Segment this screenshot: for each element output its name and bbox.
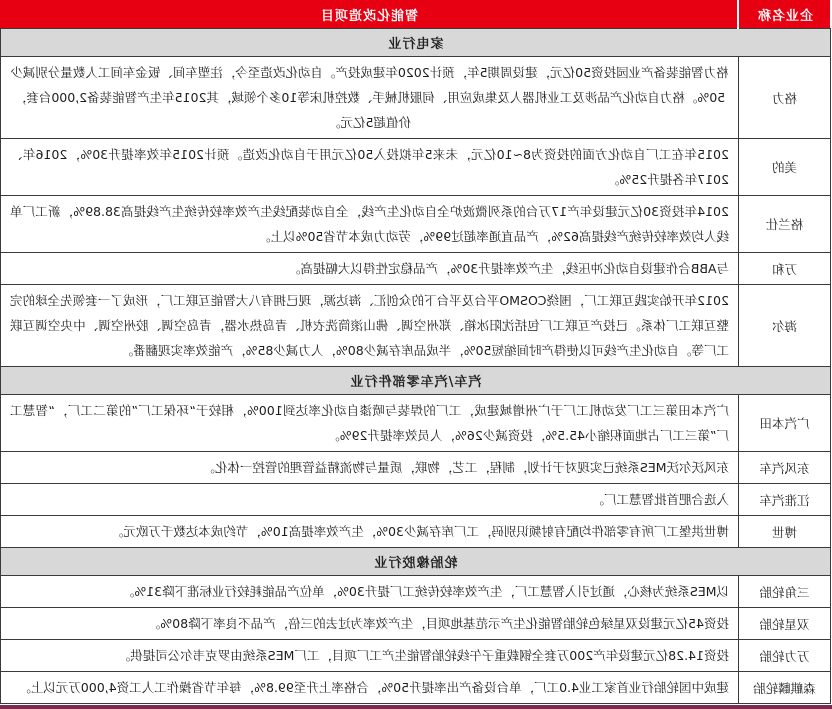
company-name-cell: 东风汽车 bbox=[739, 452, 831, 484]
company-name-cell: 美的 bbox=[739, 139, 831, 196]
company-name-cell: 森麒麟轮胎 bbox=[739, 672, 831, 704]
table-row bbox=[1, 395, 831, 452]
table-row bbox=[1, 672, 831, 704]
section-header-row bbox=[1, 367, 831, 395]
company-name-cell: 格兰仕 bbox=[739, 196, 831, 253]
section-title: 家电行业 bbox=[1, 29, 831, 57]
company-name-cell: 博世 bbox=[739, 516, 831, 548]
section-title: 轮胎橡胶行业 bbox=[1, 548, 831, 576]
project-description-cell: 博世洪堡工厂所有零部件均配有射频识别码，工厂库存减少30%，生产效率提高10%，节约成本达数千万欧元。 bbox=[1, 516, 739, 548]
project-description-cell: 投资45亿元建设双星绿色轮胎智能化生产示范基地项目，生产效率为过去的三倍，产品不良率下降80%。 bbox=[1, 608, 739, 640]
company-name-cell: 万和 bbox=[739, 253, 831, 285]
table-row bbox=[1, 253, 831, 285]
project-description-cell: 投资14.28亿元建设年产200万套全钢载重子午线轮胎智能生产工厂项目，工厂MES系统由罗克韦尔公司提供。 bbox=[1, 640, 739, 672]
table-row bbox=[1, 285, 831, 367]
table-row bbox=[1, 484, 831, 516]
project-description-cell: 广汽本田第三工厂发动机工厂于广州增城建成，工厂的焊装与喷漆自动化率达到100%，相较于“环保工厂”的第二工厂，“智慧工厂”第三工厂占地面积缩小45.5%，投资减少26%，人员效率提升29%。 bbox=[1, 395, 739, 452]
project-description-cell: 东风沃尔沃MES系统已实现对于计划，制程，工艺，物联，质量与物流精益管理的管控一体化。 bbox=[1, 452, 739, 484]
project-description-cell: 2014年投资30亿元建设年产17万台的系列微波炉全自动化生产线，全自动装配线生产效率较传统生产线提高38.89%，新工厂单线人均效率较传统产线提高62%，产品直通率超过99%，劳动力成本节省50%以上。 bbox=[1, 196, 739, 253]
table-row bbox=[1, 576, 831, 608]
project-description-cell: 格力智能装备产业园投资50亿元，建设周期5年，预计2020年建成投产。自动化改造至今，注塑车间、钣金车间工人数量分别减少50%。格力自动化产品涉及工业机器人及集成应用、伺服机械手、数控机床等10多个领域，其2015年生产智能装备2,000台套，价值超5亿元。 bbox=[1, 57, 739, 139]
project-description-cell: 2012年开始实践互联工厂，围绕COSMO平台及平台下的众创汇、海达源，现已拥有八大智能互联工厂，形成了一套领先全球的完整互联工厂体系。已投产互联工厂包括沈阳冰箱、郑州空调、佛山滚筒洗衣机、青岛热水器，青岛空调、胶州空调、中央空调互联工厂等。自动化生产线可以使得产时间缩短50%，半成品库存减少80%，人力减少85%，产能效率实现翻番。 bbox=[1, 285, 739, 367]
project-description-cell: 与ABB合作建设自动化冲压线，生产效率提升30%，产品稳定性得以大幅提高。 bbox=[1, 253, 739, 285]
table-row bbox=[1, 608, 831, 640]
section-title: 汽车/汽车零部件行业 bbox=[1, 367, 831, 395]
section-header-row bbox=[1, 548, 831, 576]
project-description-cell: 入选合肥首批智慧工厂。 bbox=[1, 484, 739, 516]
table-row bbox=[1, 516, 831, 548]
company-name-cell: 双星轮胎 bbox=[739, 608, 831, 640]
table-body bbox=[1, 29, 831, 704]
table-row bbox=[1, 139, 831, 196]
bottom-accent-bar bbox=[0, 705, 832, 709]
company-name-cell: 江淮汽车 bbox=[739, 484, 831, 516]
table-header-row bbox=[1, 1, 831, 29]
company-name-cell: 万力轮胎 bbox=[739, 640, 831, 672]
company-name-cell: 三角轮胎 bbox=[739, 576, 831, 608]
project-description-cell: 2015年在工厂自动化方面的投资为8~10亿元，未来5年拟投入50亿元用于自动化改造。预计2015年效率提升30%，2016年、2017年各提升25%。 bbox=[1, 139, 739, 196]
project-description-cell: 以MES系统为核心，通过引入智慧工厂，生产效率较传统工厂提升30%，单位产品能耗较行业标准下降31%。 bbox=[1, 576, 739, 608]
company-name-cell: 广汽本田 bbox=[739, 395, 831, 452]
table-row bbox=[1, 57, 831, 139]
project-column-header: 智能化改造项目 bbox=[1, 1, 739, 29]
company-name-cell: 海尔 bbox=[739, 285, 831, 367]
project-description-cell: 建成中国轮胎行业首家工业4.0工厂，单台设备产出率提升50%，合格率上升至99.8%，每年节省操作工人工资4,000万元以上。 bbox=[1, 672, 739, 704]
table-row bbox=[1, 640, 831, 672]
company-name-cell: 格力 bbox=[739, 57, 831, 139]
company-column-header: 企业名称 bbox=[739, 1, 831, 29]
table-row bbox=[1, 452, 831, 484]
section-header-row bbox=[1, 29, 831, 57]
table-row bbox=[1, 196, 831, 253]
